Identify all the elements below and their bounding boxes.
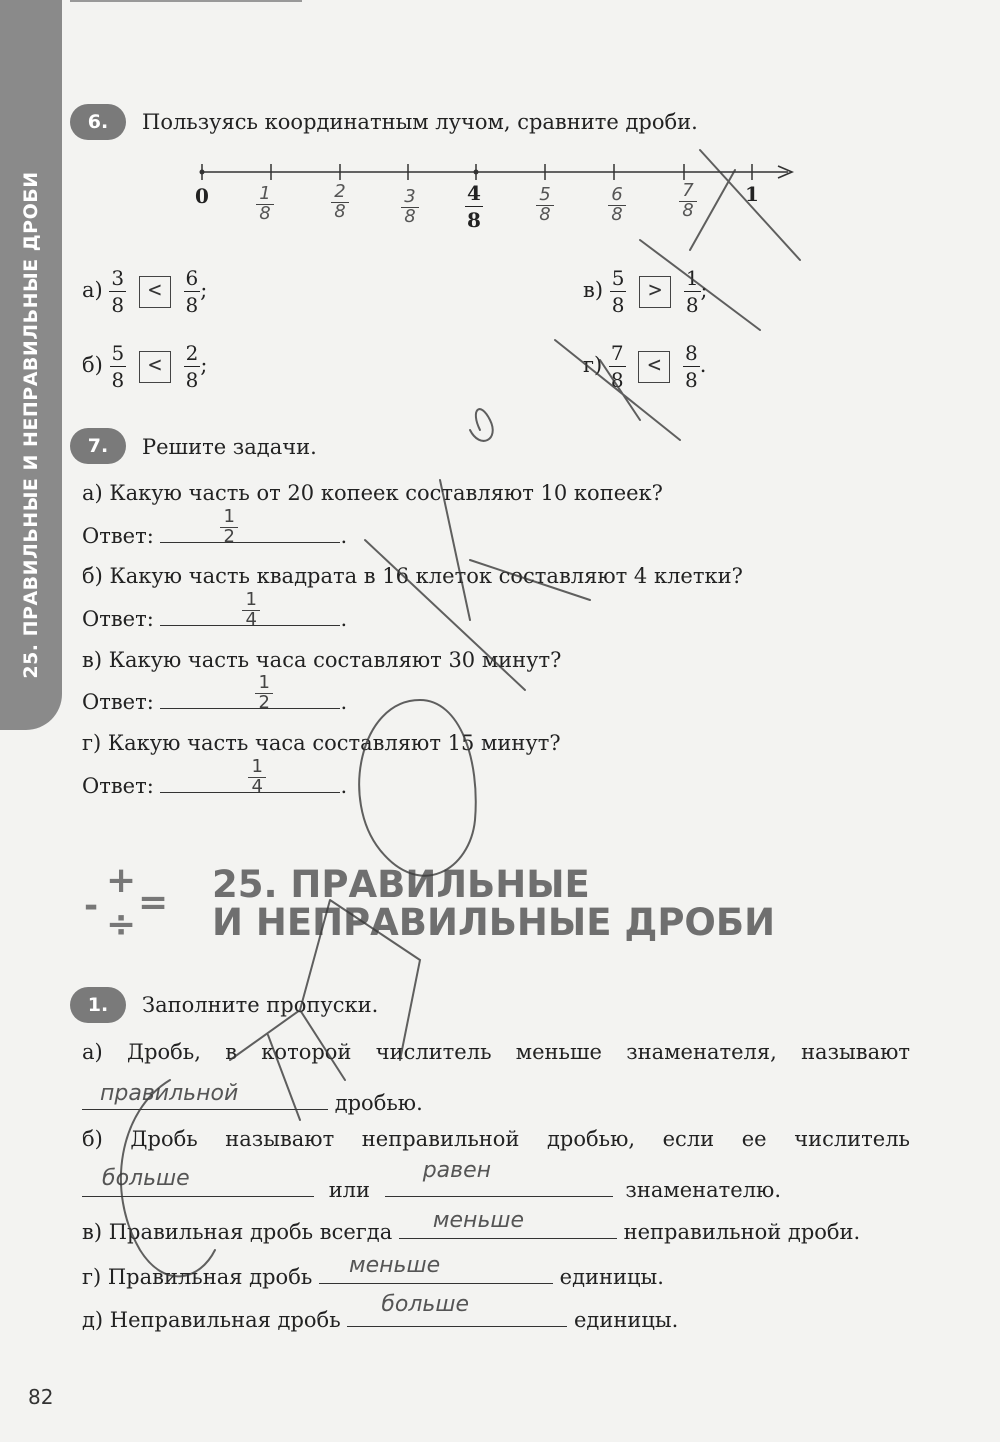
ray-hand-label-7: $\frac{7}{8}$ — [668, 182, 708, 220]
task-1-badge: 1. — [70, 987, 126, 1023]
task-1-title: Заполните пропуски. — [142, 993, 379, 1017]
ray-label-four-eighths: $\frac{4}{8}$ — [467, 181, 481, 232]
task-7-answer-row-a: Ответ: $\frac{1}{2}$ . — [82, 506, 348, 548]
task-7-title: Решите задачи. — [142, 435, 317, 459]
ray-hand-label-3: $\frac{3}{8}$ — [390, 188, 430, 226]
chapter-side-text: 25. ПРАВИЛЬНЫЕ И НЕПРАВИЛЬНЫЕ ДРОБИ — [20, 171, 42, 679]
task-7-answer-row-c: Ответ: $\frac{1}{2}$ . — [82, 672, 348, 714]
ray-hand-label-1: $\frac{1}{8}$ — [245, 185, 285, 223]
task-7-answer-row-b: Ответ: $\frac{1}{4}$ . — [82, 589, 348, 631]
blank-b2[interactable]: равен — [385, 1172, 613, 1197]
ray-hand-label-6: $\frac{6}{8}$ — [597, 186, 637, 224]
task-1-a-text: а) Дробь, в которой числитель меньше знаменателя, называют — [82, 1040, 910, 1064]
blank-d[interactable]: меньше — [319, 1259, 553, 1284]
task-7-question-d: г) Какую часть часа составляют 15 минут? — [82, 731, 561, 755]
ray-label-one: 1 — [745, 182, 759, 206]
compare-box-b[interactable]: < — [139, 351, 171, 383]
answer-field-a[interactable]: $\frac{1}{2}$ — [160, 520, 340, 543]
answer-field-d[interactable]: $\frac{1}{4}$ — [160, 770, 340, 793]
task-1-c-row: в) Правильная дробь всегда меньше неправильной дроби. — [82, 1208, 861, 1244]
compare-box-a[interactable]: < — [139, 276, 171, 308]
task-7-badge: 7. — [70, 428, 126, 464]
top-rule — [70, 0, 302, 2]
task-6-item-d: г) $\frac{7}{8}$ < $\frac{8}{8}$ . — [583, 341, 707, 392]
task-6-badge: 6. — [70, 104, 126, 140]
task-7-question-c: в) Какую часть часа составляют 30 минут? — [82, 648, 562, 672]
task-1-a-answer-row: правильной дробью. — [82, 1085, 423, 1115]
compare-box-c[interactable]: > — [639, 276, 671, 308]
ray-label-zero: 0 — [195, 184, 209, 208]
chapter-side-tab — [0, 0, 62, 730]
task-6-item-c: в) $\frac{5}{8}$ > $\frac{1}{8}$ ; — [583, 266, 708, 317]
blank-a[interactable]: правильной — [82, 1085, 328, 1110]
task-6-item-a: а) $\frac{3}{8}$ < $\frac{6}{8}$ ; — [82, 266, 208, 317]
compare-box-d[interactable]: < — [638, 351, 670, 383]
math-symbols-icon: - + ÷ = — [84, 860, 169, 945]
ray-hand-label-5: $\frac{5}{8}$ — [525, 186, 565, 224]
task-7-question-b: б) Какую часть квадрата в 16 клеток составляют 4 клетки? — [82, 564, 743, 588]
task-7-answer-row-d: Ответ: $\frac{1}{4}$ . — [82, 756, 348, 798]
page-number: 82 — [28, 1385, 54, 1409]
task-1-b-answer-row: больше или равен знаменателю. — [82, 1172, 781, 1202]
blank-e[interactable]: больше — [347, 1302, 567, 1327]
section-title: 25. ПРАВИЛЬНЫЕ И НЕПРАВИЛЬНЫЕ ДРОБИ — [212, 863, 776, 944]
task-7-question-a: а) Какую часть от 20 копеек составляют 10 копеек? — [82, 481, 663, 505]
answer-field-b[interactable]: $\frac{1}{4}$ — [160, 603, 340, 626]
task-1-d-row: г) Правильная дробь меньше единицы. — [82, 1253, 664, 1289]
task-1-b-text: б) Дробь называют неправильной дробью, если ее числитель — [82, 1127, 910, 1151]
task-6-item-b: б) $\frac{5}{8}$ < $\frac{2}{8}$ ; — [82, 341, 208, 392]
answer-field-c[interactable]: $\frac{1}{2}$ — [160, 686, 340, 709]
task-6-title: Пользуясь координатным лучом, сравните дроби. — [142, 110, 698, 134]
blank-b1[interactable]: больше — [82, 1172, 314, 1197]
task-1-e-row: д) Неправильная дробь больше единицы. — [82, 1292, 679, 1332]
blank-c[interactable]: меньше — [399, 1214, 617, 1239]
ray-hand-label-2: $\frac{2}{8}$ — [320, 183, 360, 221]
